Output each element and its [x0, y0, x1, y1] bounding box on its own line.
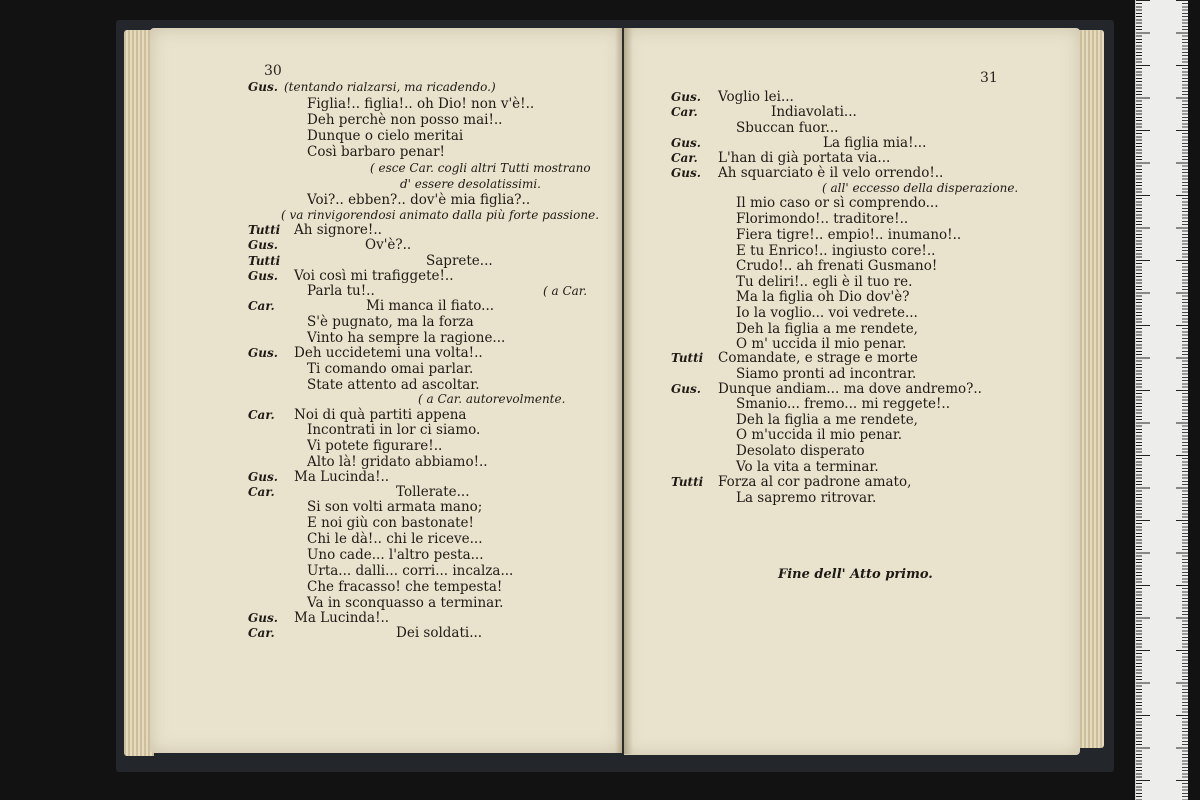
verse-text: O m'uccida il mio penar.	[736, 427, 903, 443]
verse-text: Ma la figlia oh Dio dov'è?	[736, 289, 910, 305]
left-page-line	[248, 269, 608, 285]
left-page-line	[248, 145, 608, 161]
stage-direction: (tentando rialzarsi, ma ricadendo.)	[284, 80, 496, 94]
verse-text: Desolato disperato	[736, 443, 865, 459]
stage-direction: ( a Car.	[543, 284, 588, 298]
speaker-name: Car.	[248, 626, 275, 640]
right-page-line	[671, 351, 1031, 367]
verse-text: Voi?.. ebben?.. dov'è mia figlia?..	[307, 192, 531, 208]
left-page-line	[248, 346, 608, 362]
verse-text: Tollerate...	[396, 484, 470, 500]
left-page-line	[248, 238, 608, 254]
verse-text: Ah signore!..	[294, 222, 382, 238]
left-page-line	[248, 392, 608, 408]
left-page-line	[248, 564, 608, 580]
verse-text: Io la voglio... voi vedrete...	[736, 305, 918, 321]
right-page-line	[671, 491, 1031, 507]
verse-text: Voi così mi trafiggete!..	[294, 268, 454, 284]
verse-text: Urta... dalli... corri... incalza...	[307, 563, 514, 579]
right-page-line	[671, 397, 1031, 413]
speaker-name: Tutti	[248, 254, 281, 268]
verse-text: Deh perchè non posso mai!..	[307, 112, 503, 128]
right-page-line	[671, 444, 1031, 460]
right-page-line	[671, 290, 1031, 306]
right-page-line	[671, 196, 1031, 212]
ruler-major-ticks	[1136, 0, 1150, 800]
verse-text: Deh uccidetemi una volta!..	[294, 345, 483, 361]
speaker-name: Gus.	[671, 90, 701, 104]
right-page-line	[671, 166, 1031, 182]
verse-text: Vo la vita a terminar.	[736, 459, 879, 475]
verse-text: Sbuccan fuor...	[736, 120, 839, 136]
stage-direction: d' essere desolatissimi.	[400, 177, 541, 191]
left-page-line	[248, 161, 608, 177]
stage-direction: ( esce Car. cogli altri Tutti mostrano	[370, 161, 591, 175]
verse-text: Indiavolati...	[771, 104, 857, 120]
speaker-name: Gus.	[671, 382, 701, 396]
verse-text: La figlia mia!...	[823, 135, 927, 151]
right-page-line	[671, 228, 1031, 244]
verse-text: Incontrati in lor ci siamo.	[307, 422, 481, 438]
verse-text: Ti comando omai parlar.	[307, 361, 474, 377]
verse-text: Chi le dà!.. chi le riceve...	[307, 531, 483, 547]
speaker-name: Gus.	[248, 238, 278, 252]
verse-text: Ma Lucinda!..	[294, 610, 390, 626]
left-page-number: 30	[264, 63, 282, 79]
verse-text: Figlia!.. figlia!.. oh Dio! non v'è!..	[307, 96, 535, 112]
verse-text: State attento ad ascoltar.	[307, 377, 480, 393]
speaker-name: Car.	[248, 299, 275, 313]
speaker-name: Car.	[671, 105, 698, 119]
speaker-name: Gus.	[248, 80, 278, 94]
end-of-act: Fine dell' Atto primo.	[778, 567, 933, 582]
book-gutter	[615, 28, 633, 754]
left-page-line	[248, 80, 608, 96]
verse-text: Ma Lucinda!..	[294, 469, 390, 485]
speaker-name: Gus.	[248, 346, 278, 360]
left-page-line	[248, 626, 608, 642]
ruler-right-major-ticks	[1176, 0, 1188, 800]
left-page-line	[248, 129, 608, 145]
stage-direction: ( all' eccesso della disperazione.	[822, 181, 1019, 195]
right-page-line	[671, 306, 1031, 322]
verse-text: S'è pugnato, ma la forza	[307, 314, 474, 330]
right-page-line	[671, 105, 1031, 121]
verse-text: Crudo!.. ah frenati Gusmano!	[736, 258, 938, 274]
speaker-name: Gus.	[248, 269, 278, 283]
verse-text: Deh la figlia a me rendete,	[736, 321, 918, 337]
verse-text: Va in sconquasso a terminar.	[307, 595, 504, 611]
verse-text: Vi potete figurare!..	[307, 438, 443, 454]
speaker-name: Gus.	[671, 136, 701, 150]
verse-text: Parla tu!..	[307, 283, 375, 299]
verse-text: Uno cade... l'altro pesta...	[307, 547, 484, 563]
speaker-name: Gus.	[248, 611, 278, 625]
left-page-line	[248, 223, 608, 239]
speaker-name: Gus.	[248, 470, 278, 484]
speaker-name: Car.	[671, 151, 698, 165]
left-page-line	[248, 97, 608, 113]
verse-text: Dei soldati...	[396, 625, 483, 641]
verse-text: Dunque andiam... ma dove andremo?..	[718, 381, 982, 397]
verse-text: Fiera tigre!.. empio!.. inumano!..	[736, 227, 962, 243]
stage-direction: ( a Car. autorevolmente.	[418, 392, 566, 406]
measurement-ruler	[1135, 0, 1188, 800]
left-page-line	[248, 177, 608, 193]
verse-text: Che fracasso! che tempesta!	[307, 579, 503, 595]
verse-text: Voglio lei...	[718, 89, 794, 105]
left-page-line	[248, 315, 608, 331]
verse-text: Vinto ha sempre la ragione...	[307, 330, 506, 346]
verse-text: Ah squarciato è il velo orrendo!..	[718, 165, 944, 181]
verse-text: E tu Enrico!.. ingiusto core!..	[736, 243, 936, 259]
left-page-line	[248, 113, 608, 129]
verse-text: Forza al cor padrone amato,	[718, 474, 912, 490]
verse-text: Smanio... fremo... mi reggete!..	[736, 396, 951, 412]
verse-text: Ov'è?..	[365, 237, 412, 253]
left-page-line	[248, 423, 608, 439]
speaker-name: Car.	[248, 408, 275, 422]
page-edges-right	[1078, 30, 1104, 748]
right-page-line	[671, 259, 1031, 275]
verse-text: Comandate, e strage e morte	[718, 350, 918, 366]
verse-text: E noi giù con bastonate!	[307, 515, 474, 531]
speaker-name: Car.	[248, 485, 275, 499]
verse-text: Noi di quà partiti appena	[294, 407, 467, 423]
left-page-line	[248, 500, 608, 516]
right-page-line	[671, 475, 1031, 491]
verse-text: O m' uccida il mio penar.	[736, 336, 907, 352]
left-page-line	[248, 516, 608, 532]
stage-direction: ( va rinvigorendosi animato dalla più forte passione.	[281, 208, 600, 222]
verse-text: Il mio caso or sì comprendo...	[736, 195, 939, 211]
right-page-line	[671, 428, 1031, 444]
left-page-line	[248, 193, 608, 209]
verse-text: Così barbaro penar!	[307, 144, 445, 160]
left-page-line	[248, 548, 608, 564]
verse-text: Siamo pronti ad incontrar.	[736, 366, 917, 382]
verse-text: L'han di già portata via...	[718, 150, 891, 166]
verse-text: Tu deliri!.. egli è il tuo re.	[736, 274, 913, 290]
verse-text: Si son volti armata mano;	[307, 499, 483, 515]
left-page-line	[248, 299, 608, 315]
verse-text: La sapremo ritrovar.	[736, 490, 877, 506]
left-page-line	[248, 362, 608, 378]
verse-text: Dunque o cielo meritai	[307, 128, 464, 144]
verse-text: Alto là! gridato abbiamo!..	[307, 454, 488, 470]
speaker-name: Tutti	[671, 351, 704, 365]
right-page-line	[671, 212, 1031, 228]
verse-text: Saprete...	[426, 253, 493, 269]
verse-text: Deh la figlia a me rendete,	[736, 412, 918, 428]
right-page-number: 31	[980, 70, 998, 86]
verse-text: Florimondo!.. traditore!..	[736, 211, 909, 227]
verse-text: Mi manca il fiato...	[366, 298, 495, 314]
speaker-name: Gus.	[671, 166, 701, 180]
left-page-line	[248, 532, 608, 548]
left-page-line	[248, 439, 608, 455]
speaker-name: Tutti	[671, 475, 704, 489]
left-page-line	[248, 580, 608, 596]
speaker-name: Tutti	[248, 223, 281, 237]
